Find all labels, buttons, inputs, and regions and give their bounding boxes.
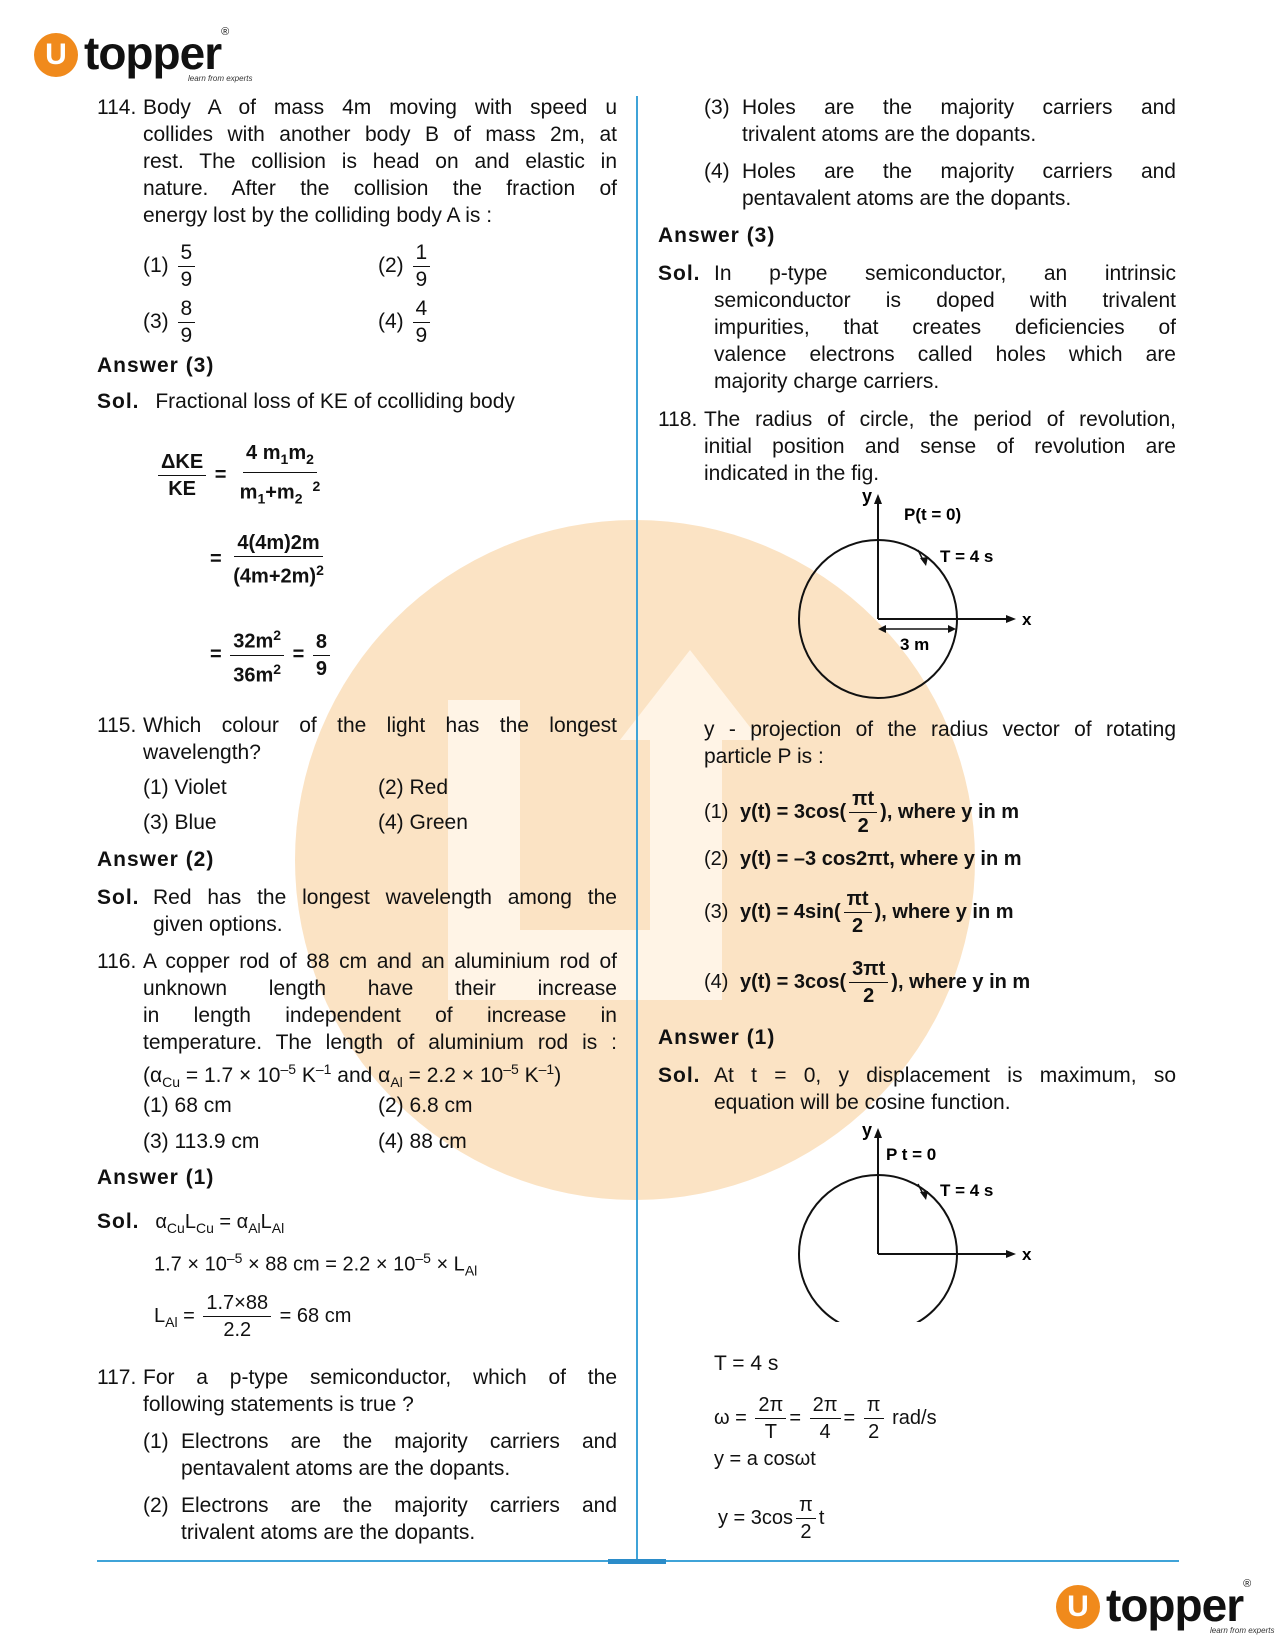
eq-part: 2 — [857, 815, 869, 837]
q118-line: The radius of circle, the period of revolution, — [704, 408, 1176, 431]
eq-part: 3πt — [849, 956, 888, 983]
eq-part: Al — [390, 1074, 403, 1091]
eq-part: = 68 cm — [279, 1304, 352, 1327]
sol-label: Sol. — [658, 262, 701, 285]
q116-sol-eq1: $\alpha_{Cu}L_{Cu} = \alpha_{Al}L_{Al}$ — [155, 1211, 285, 1236]
option-text: Red — [409, 776, 449, 799]
footer-logo-badge-icon: U — [1056, 1585, 1100, 1629]
fig1-p-label: P(t = 0) — [904, 505, 962, 524]
eq-part: K — [518, 1064, 539, 1087]
footer-logo — [1056, 1578, 1274, 1635]
option-line: Electrons are the majority carriers and — [181, 1430, 617, 1453]
fig1-r-label: 3 m — [900, 635, 930, 654]
fig1-t-label: T = 4 s — [940, 547, 994, 566]
eq-part: y(t) = 4sin — [740, 900, 834, 923]
option-label: (3) — [143, 1130, 169, 1153]
q116-line: A copper rod of 88 cm and an aluminium rod of — [143, 950, 617, 973]
q115-option-1 — [143, 776, 227, 800]
q118-option-1: (1) y(t) = 3cos( $\frac{\pi t}{2}$ ), where y in m — [704, 788, 1020, 837]
q115-line: wavelength? — [143, 741, 261, 764]
eq-part: T — [764, 1421, 777, 1443]
question-118 — [658, 406, 1176, 487]
eq-part: 2π — [810, 1392, 841, 1419]
fig1-x-label: x — [1022, 610, 1032, 629]
option-line: trivalent atoms are the dopants. — [181, 1521, 476, 1544]
eq-part: , where y in m — [886, 800, 1020, 823]
eq-part: rad/s — [892, 1406, 937, 1429]
sol-line: In p-type semiconductor, an intrinsic — [714, 262, 1176, 285]
eq-part: t — [818, 1506, 825, 1529]
q116-option-3 — [143, 1130, 259, 1154]
question-114 — [97, 94, 617, 229]
eq-part: –1 — [315, 1061, 332, 1077]
option-den: 9 — [415, 268, 428, 291]
eq-part: m — [288, 442, 307, 464]
fig1-y-label: y — [862, 490, 873, 506]
fig1-radius-arrow-right-icon — [948, 625, 956, 633]
q118-figure-2 — [790, 1122, 1050, 1322]
option-text: Green — [409, 811, 468, 834]
q115-option-4 — [378, 811, 468, 835]
q114-eq2: = $\frac{4(4m)2m}{(4m+2m)^2}$ — [210, 532, 324, 588]
eq-part: πt — [844, 886, 872, 913]
eq-part: 2 — [306, 451, 314, 467]
question-117 — [97, 1364, 617, 1546]
option-den: 9 — [180, 268, 193, 291]
option-num: 1 — [413, 240, 431, 267]
eq-part: , where y in m — [881, 900, 1014, 923]
option-label: (1) — [143, 1430, 169, 1453]
q116-option-4 — [378, 1130, 467, 1154]
eq-part: +m — [265, 481, 295, 504]
option-text: 113.9 cm — [174, 1130, 260, 1153]
column-divider — [636, 96, 638, 1562]
option-label: (1) — [704, 800, 729, 823]
fig2-sense-arrow-icon — [920, 1191, 928, 1200]
fig2-p-label: P t = 0 — [886, 1145, 937, 1164]
q116-line: temperature. The length of aluminium rod is : — [143, 1031, 617, 1054]
q117-continued — [704, 94, 1176, 212]
eq-part: = 2.2 × 10 — [402, 1064, 504, 1087]
eq-part: K — [296, 1064, 316, 1087]
option-label: (2) — [378, 776, 404, 799]
eq-part: and α — [331, 1064, 391, 1087]
fig1-radius-arrow-left-icon — [878, 625, 886, 633]
option-label: (2) — [143, 1494, 169, 1517]
q118-prompt-line: particle P is : — [704, 745, 824, 768]
eq-part: 4 — [819, 1421, 831, 1443]
eq-part: 4 m — [246, 442, 281, 464]
sol-label: Sol. — [97, 390, 140, 413]
q114-option-2 — [378, 240, 433, 293]
option-num: 4 — [413, 296, 431, 323]
q117-solution — [658, 260, 1176, 395]
option-text: 68 cm — [174, 1094, 232, 1117]
sol-line: given options. — [153, 913, 283, 936]
option-line: Holes are the majority carriers and — [742, 96, 1176, 119]
eq-part: 36m — [233, 664, 274, 687]
sol-text: Fractional loss of KE of ccolliding body — [155, 390, 515, 413]
q118-answer: Answer (1) — [658, 1026, 776, 1049]
eq-part: 2.2 — [223, 1319, 252, 1341]
q114-eq3: = $\frac{32m^2}{36m^2}$ = $\frac{8}{9}$ — [210, 622, 333, 688]
question-115 — [97, 712, 617, 766]
eq-part: 2 — [273, 660, 282, 677]
q114-option-1 — [143, 240, 198, 293]
eq-part: –5 — [415, 1250, 431, 1266]
q115-option-3 — [143, 811, 217, 835]
q116-option-2 — [378, 1094, 473, 1118]
q117-answer: Answer (3) — [658, 224, 776, 247]
q118-line: initial position and sense of revolution are — [704, 435, 1176, 458]
fig1-sense-arrow-icon — [920, 557, 928, 566]
eq-part: π — [796, 1492, 816, 1519]
q118-solution — [658, 1062, 1176, 1116]
eq-part: y(t) = 3cos — [740, 970, 840, 993]
footer-logo-tagline: learn from experts — [1210, 1626, 1275, 1635]
header-logo — [34, 26, 252, 83]
q114-line: collides with another body B of mass 2m, at — [143, 123, 617, 146]
option-label: (2) — [704, 848, 729, 870]
eq-part: ) — [554, 1064, 562, 1087]
footer-logo-reg: ® — [1243, 1578, 1252, 1590]
option-label: (4) — [378, 811, 404, 834]
eq-part: 32m — [233, 630, 274, 653]
eq-part: ω = — [714, 1406, 747, 1429]
option-line: pentavalent atoms are the dopants. — [181, 1457, 511, 1480]
q114-eq1: $\frac{\text{ΔKE}}{KE}$ = $\frac{4 m_1m_2}{m_1+m_2^2}$ — [155, 440, 328, 512]
sol-line: majority charge carriers. — [714, 370, 940, 393]
logo-badge-icon: U — [34, 33, 78, 77]
q117-line: following statements is true ? — [143, 1393, 414, 1416]
fig2-y-label: y — [862, 1122, 873, 1140]
sol-line: semiconductor is doped with trivalent — [714, 289, 1176, 312]
eq-part: 1 — [257, 490, 266, 507]
eq-part: 4(4m)2m — [234, 530, 322, 557]
q118-option-3: (3) y(t) = 4sin( $\frac{\pi t}{2}$ ), where y in m — [704, 888, 1014, 937]
option-line: Holes are the majority carriers and — [742, 160, 1176, 183]
option-line: Electrons are the majority carriers and — [181, 1494, 617, 1517]
eq-part: Al — [464, 1262, 478, 1279]
eq-part: –1 — [538, 1061, 555, 1077]
option-label: (2) — [378, 254, 404, 278]
eq-part: πt — [849, 786, 877, 813]
fig1-x-arrow-icon — [1006, 615, 1016, 623]
option-label: (3) — [143, 310, 169, 334]
q116-option-1 — [143, 1094, 232, 1118]
eq-part: Al — [165, 1313, 178, 1330]
q114-solution — [97, 390, 515, 414]
option-text: y(t) = –3 cos2πt, where y in m — [740, 848, 1022, 870]
q115-line: Which colour of the light has the longest — [143, 714, 617, 737]
q118-sol-y-final — [718, 1492, 824, 1545]
q115-answer: Answer (2) — [97, 848, 215, 871]
fig1-y-arrow-icon — [874, 494, 882, 504]
q118-sol-omega: ω = $\frac{2\pi}{T}$ = $\frac{2\pi}{4}$ = $\frac{\pi}{2}$ rad/s — [714, 1394, 937, 1443]
eq-part: π — [864, 1392, 884, 1419]
eq-part: y(t) = 3cos — [740, 800, 840, 823]
q115-solution — [97, 884, 617, 938]
q114-answer: Answer (3) — [97, 354, 215, 377]
q118-line: indicated in the fig. — [704, 462, 880, 485]
q117-option-1 — [143, 1428, 617, 1482]
fig2-x-arrow-icon — [1006, 1250, 1016, 1258]
q115-number: 115. — [97, 714, 137, 737]
q117-option-4 — [704, 158, 1176, 212]
option-text: Violet — [174, 776, 227, 799]
option-label: (2) — [378, 1094, 404, 1117]
q117-option-2 — [143, 1492, 617, 1546]
eq-part: 2 — [852, 915, 864, 937]
q116-solution — [97, 1210, 284, 1236]
eq-part: KE — [168, 478, 196, 501]
eq-part: 1.7 × 10 — [154, 1253, 227, 1276]
sol-line: impurities, that creates deficiencies of — [714, 316, 1176, 339]
q118-option-2 — [704, 848, 1022, 871]
q115-option-2 — [378, 776, 448, 800]
eq-part: × L — [430, 1253, 465, 1276]
sol-line: Red has the longest wavelength among the — [153, 886, 617, 909]
option-label: (3) — [143, 811, 169, 834]
option-label: (3) — [704, 96, 730, 119]
option-label: (1) — [143, 776, 169, 799]
q118-sol-y-eq: y = a cosωt — [714, 1448, 816, 1470]
eq-part: L — [154, 1304, 166, 1327]
eq-part: 1.7×88 — [203, 1290, 271, 1317]
q116-sol-eq2 — [154, 1250, 477, 1279]
eq-part: × 88 cm = 2.2 × 10 — [242, 1253, 416, 1276]
q118-option-4: (4) y(t) = 3cos( $\frac{3\pi t}{2}$ ), where y in m — [704, 958, 1031, 1007]
option-den: 9 — [415, 324, 428, 347]
logo-tagline: learn from experts — [188, 74, 253, 83]
q116-number: 116. — [97, 950, 137, 973]
eq-part: Cu — [162, 1074, 181, 1091]
eq-part: (4m+2m) — [233, 565, 317, 588]
eq-part: (α — [143, 1064, 163, 1087]
option-text: 88 cm — [409, 1130, 467, 1153]
eq-part: 8 — [313, 629, 330, 656]
fig2-t-label: T = 4 s — [940, 1181, 994, 1200]
eq-part: 9 — [315, 657, 328, 680]
q117-number: 117. — [97, 1366, 137, 1389]
sol-label: Sol. — [97, 1210, 140, 1233]
q118-figure-1 — [790, 490, 1050, 710]
footer-logo-word: topper — [1106, 1579, 1244, 1631]
q114-line: rest. The collision is head on and elastic in — [143, 150, 617, 173]
eq-part: 2 — [312, 478, 321, 494]
footer-rule-accent — [608, 1559, 666, 1564]
option-label: (4) — [378, 1130, 404, 1153]
option-label: (1) — [143, 1094, 169, 1117]
eq-part: ΔKE — [158, 449, 206, 476]
option-line: pentavalent atoms are the dopants. — [742, 187, 1072, 210]
option-line: trivalent atoms are the dopants. — [742, 123, 1037, 146]
option-label: (4) — [378, 310, 404, 334]
eq-part: 2 — [316, 562, 324, 578]
eq-part: y = 3cos — [718, 1506, 794, 1529]
sol-label: Sol. — [658, 1064, 701, 1087]
sol-line: At t = 0, y displacement is maximum, so — [714, 1064, 1176, 1087]
option-label: (4) — [704, 970, 729, 993]
q118-sol-period: T = 4 s — [714, 1352, 779, 1375]
eq-part: –5 — [503, 1061, 519, 1077]
eq-part: 2 — [800, 1521, 812, 1543]
logo-word: topper — [84, 27, 222, 79]
option-label: (1) — [143, 254, 169, 278]
q118-number: 118. — [658, 408, 698, 431]
eq-part: = 1.7 × 10 — [180, 1064, 281, 1087]
q118-prompt-line: y - projection of the radius vector of rotating — [704, 718, 1176, 741]
sol-line: equation will be cosine function. — [714, 1091, 1011, 1114]
q114-option-3 — [143, 296, 198, 349]
eq-part: 2 — [863, 985, 875, 1007]
sol-label: Sol. — [97, 886, 140, 909]
eq-part: α — [236, 1211, 249, 1233]
option-text: 6.8 cm — [409, 1094, 473, 1117]
eq-part: –5 — [280, 1061, 297, 1077]
fig2-y-arrow-icon — [874, 1128, 882, 1138]
sol-line: valence electrons called holes which are — [714, 343, 1176, 366]
q114-line: nature. After the collision the fraction of — [143, 177, 617, 200]
q114-line: energy lost by the colliding body A is : — [143, 204, 493, 227]
logo-reg: ® — [221, 26, 230, 38]
eq-part: , where y in m — [897, 970, 1031, 993]
fig2-x-label: x — [1022, 1245, 1032, 1264]
q116-sol-eq3: $L_{Al}$ = $\frac{1.7\times 88}{2.2}$ = 68 cm — [154, 1292, 352, 1341]
q116-answer: Answer (1) — [97, 1166, 215, 1189]
option-text: Blue — [174, 811, 217, 834]
q117-line: For a p-type semiconductor, which of the — [143, 1366, 617, 1389]
eq-part: 1 — [280, 451, 289, 467]
eq-part: 2 — [273, 627, 282, 643]
q114-number: 114. — [97, 96, 137, 119]
q114-option-4 — [378, 296, 433, 349]
eq-part: m — [239, 481, 258, 504]
option-num: 8 — [178, 296, 196, 323]
eq-part: 2π — [755, 1392, 786, 1419]
eq-part: α — [155, 1211, 167, 1233]
q114-line: Body A of mass 4m moving with speed u — [143, 96, 617, 119]
eq-part: –5 — [226, 1250, 243, 1266]
q116-constants — [143, 1056, 617, 1096]
q116-line: in length independent of increase in — [143, 1004, 617, 1027]
q116-line: unknown length have their increase — [143, 977, 617, 1000]
option-num: 5 — [178, 240, 196, 267]
option-den: 9 — [180, 324, 193, 347]
q118-prompt — [704, 716, 1176, 770]
question-116 — [97, 948, 617, 1096]
eq-part: 2 — [868, 1421, 880, 1443]
eq-part: 2 — [294, 490, 303, 507]
option-label: (4) — [704, 160, 730, 183]
option-label: (3) — [704, 900, 729, 923]
q117-option-3 — [704, 94, 1176, 148]
